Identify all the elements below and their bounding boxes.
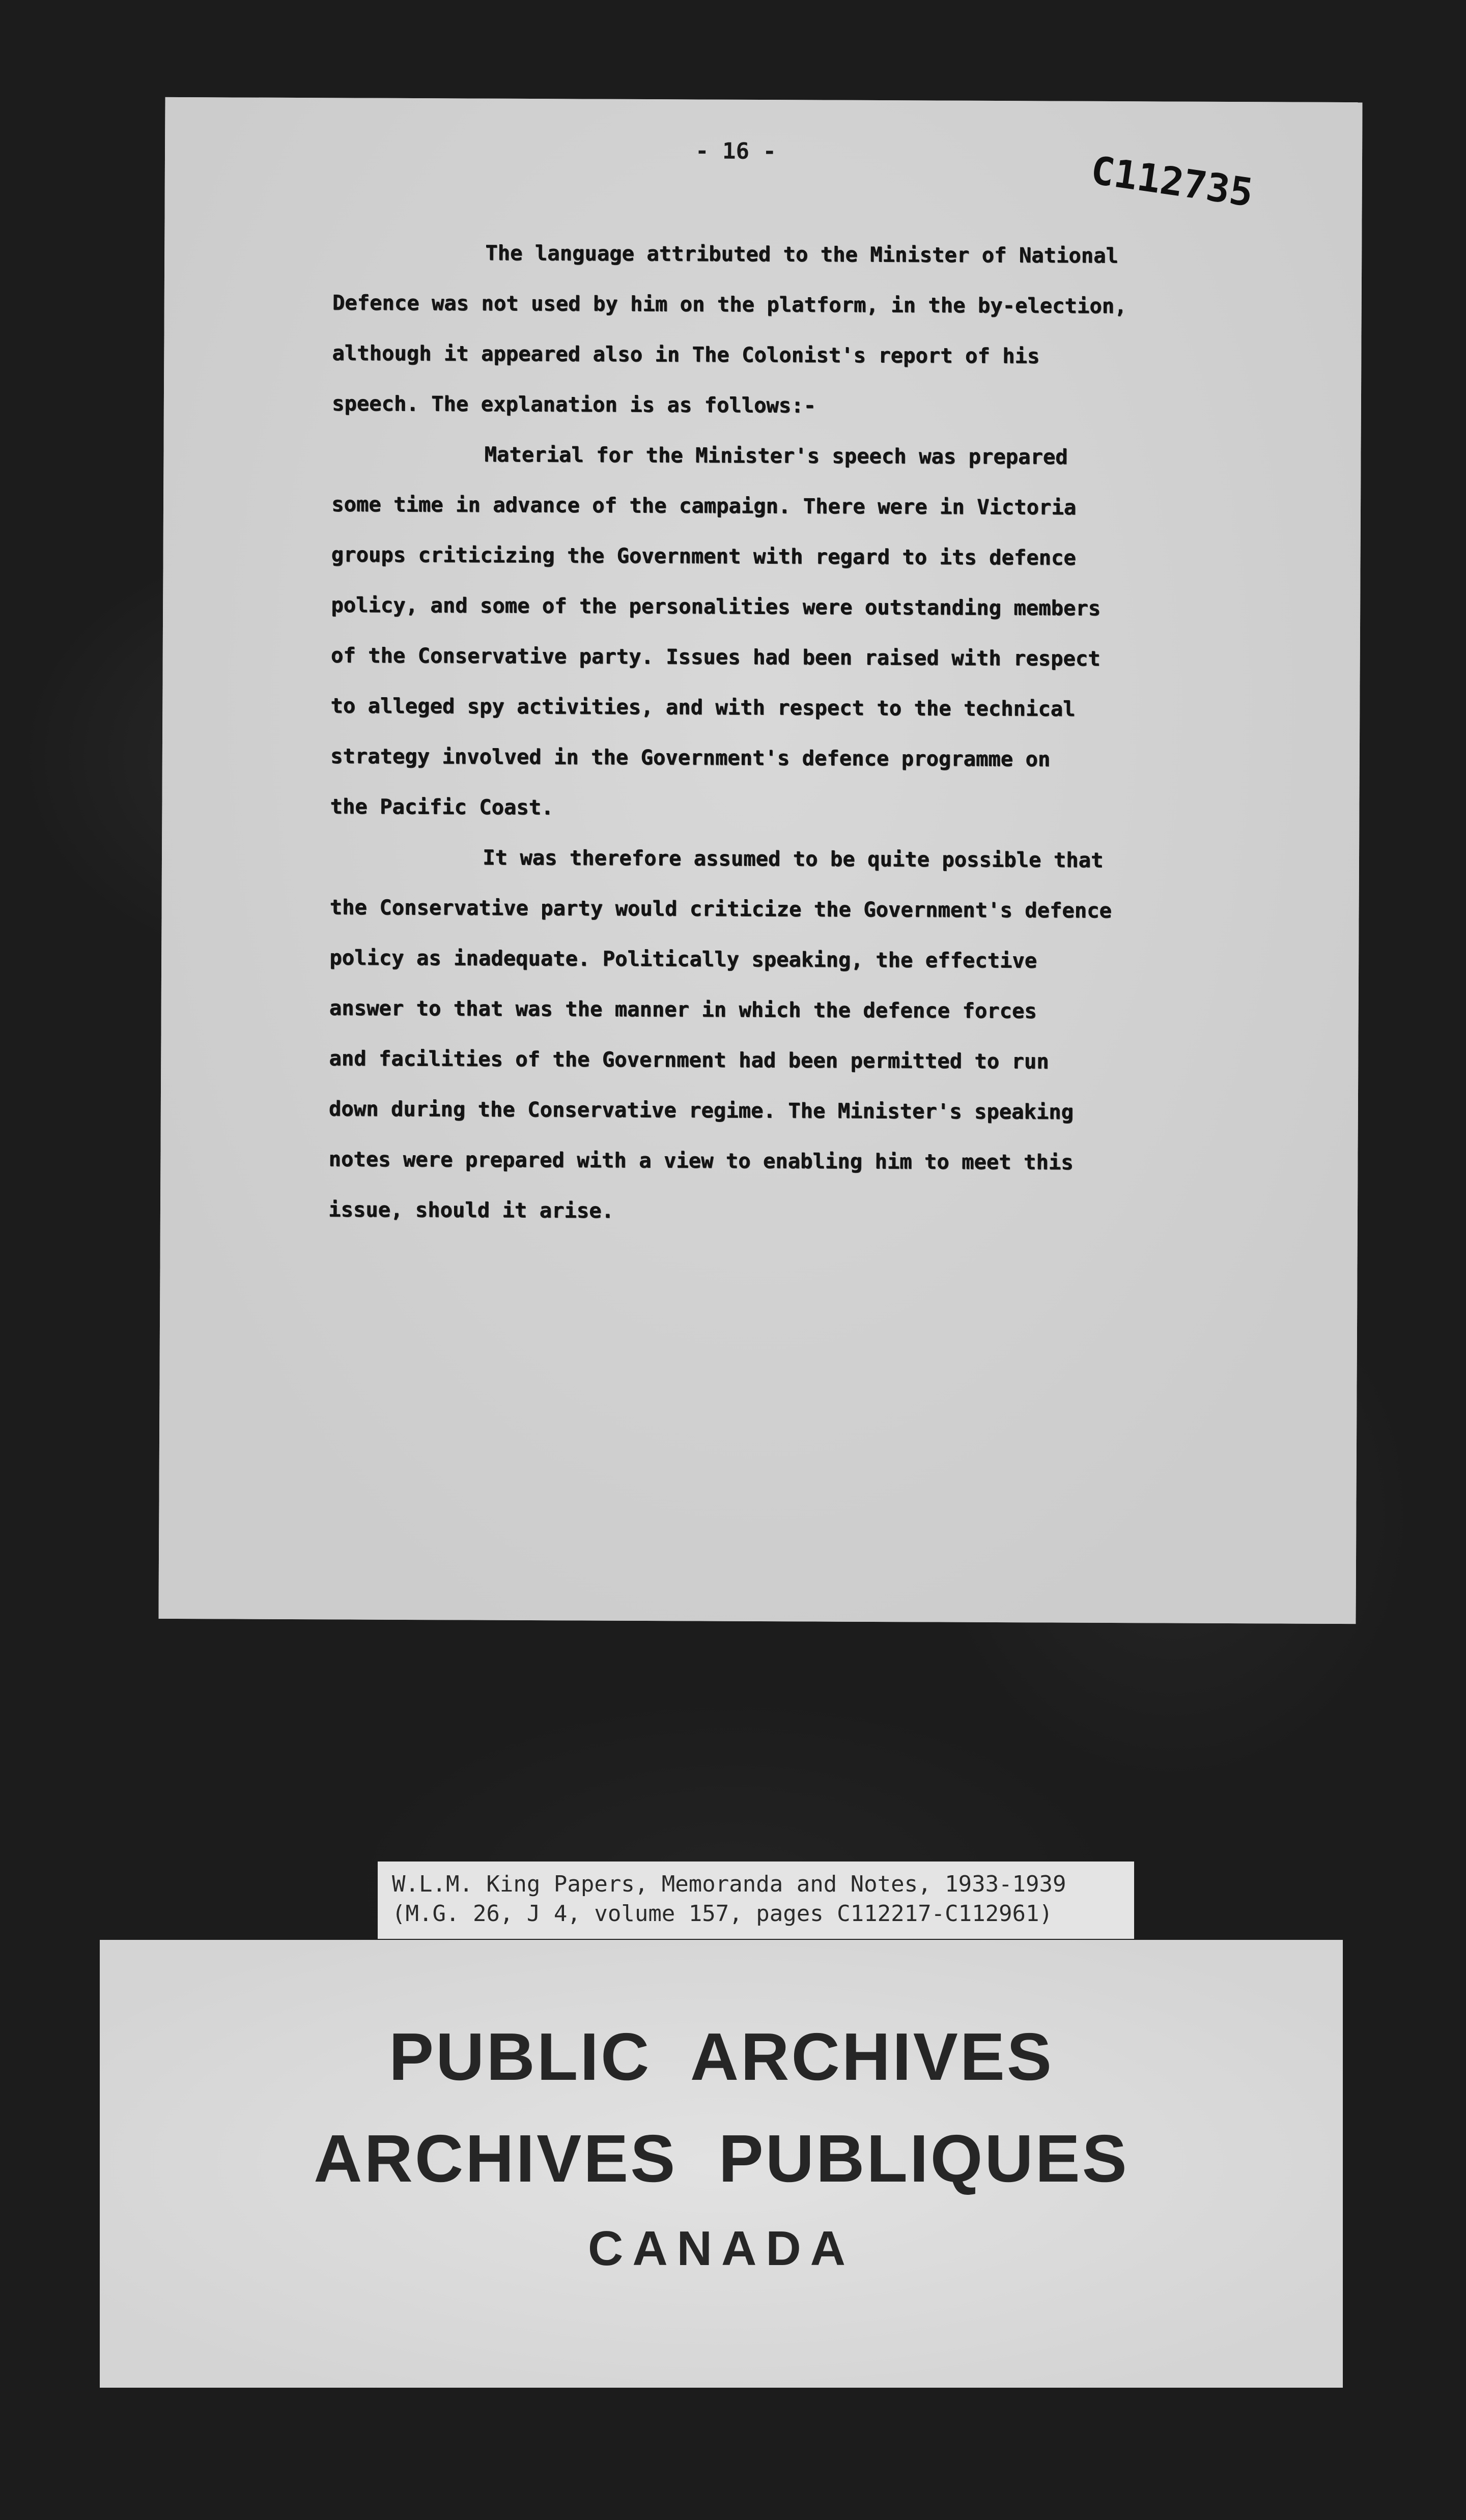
paragraph-line: although it appeared also in The Colonist's report of his [332, 340, 1040, 368]
paragraph-line: policy as inadequate. Politically speaking, the effective [329, 945, 1037, 973]
paragraph-line: some time in advance of the campaign. There were in Victoria [331, 492, 1077, 520]
paragraph-line: Defence was not used by him on the platform, in the by-election, [332, 290, 1127, 319]
paragraph-line: speech. The explanation is as follows:- [331, 391, 816, 418]
reference-line-2: (M.G. 26, J 4, volume 157, pages C112217-C112961) [392, 1901, 1053, 1927]
paragraph-line: strategy involved in the Government's defence programme on [330, 743, 1051, 771]
paragraph-line: down during the Conservative regime. The Minister's speaking [328, 1096, 1074, 1124]
paragraph-line: notes were prepared with a view to enabling him to meet this [328, 1147, 1074, 1175]
paragraph-line: policy, and some of the personalities were outstanding members [331, 592, 1101, 620]
paragraph-line: groups criticizing the Government with regard to its defence [331, 542, 1076, 570]
archives-title-english: PUBLIC ARCHIVES [389, 2019, 1054, 2094]
page-number: - 16 - [695, 138, 777, 165]
archives-card [100, 1940, 1343, 2388]
paragraph-line: the Conservative party would criticize the Government's defence [329, 895, 1112, 923]
paragraph-line: The language attributed to the Minister of National [485, 240, 1118, 268]
paragraph-line: and facilities of the Government had been permitted to run [329, 1046, 1049, 1074]
paragraph-line: It was therefore assumed to be quite possible that [482, 845, 1104, 872]
paragraph-line: issue, should it arise. [328, 1197, 614, 1223]
paragraph-line: Material for the Minister's speech was prepared [484, 442, 1068, 469]
document-page [158, 97, 1362, 1624]
paragraph-line: to alleged spy activities, and with respect to the technical [330, 693, 1076, 721]
paragraph-line: the Pacific Coast. [330, 794, 554, 820]
paragraph-line: answer to that was the manner in which the defence forces [329, 995, 1037, 1023]
reference-line-1: W.L.M. King Papers, Memoranda and Notes, 1933-1939 [392, 1871, 1066, 1897]
archives-title-french: ARCHIVES PUBLIQUES [314, 2121, 1129, 2196]
archives-country: CANADA [588, 2221, 855, 2276]
paragraph-line: of the Conservative party. Issues had been raised with respect [330, 643, 1101, 671]
document-body [328, 227, 1346, 1239]
reference-label [378, 1862, 1134, 1939]
archive-stamp-number: C112735 [1088, 147, 1256, 216]
